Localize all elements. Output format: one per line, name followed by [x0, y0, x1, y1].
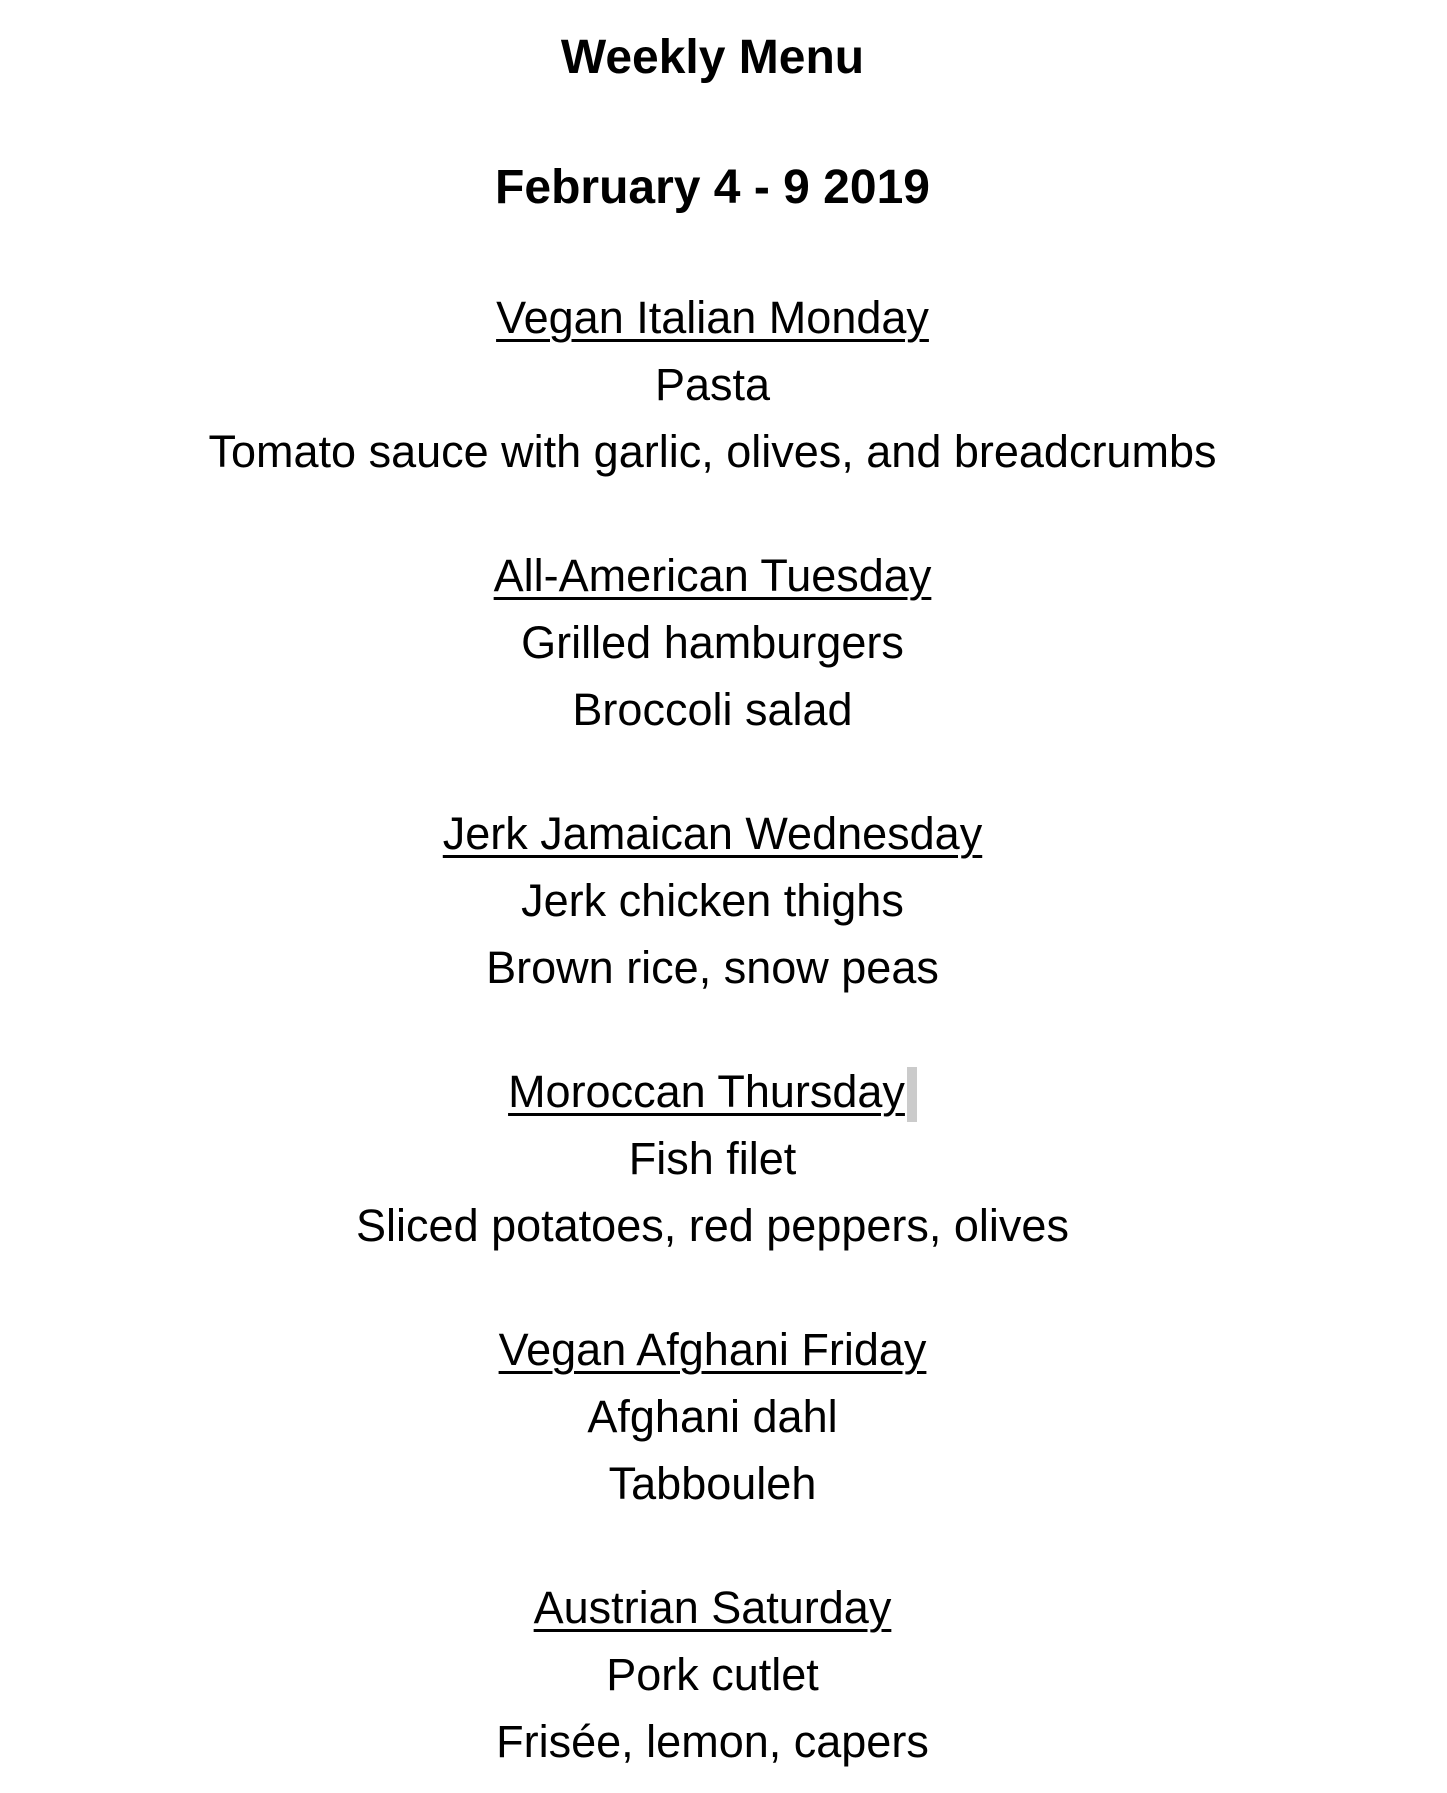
menu-item-line[interactable]: Jerk chicken thighs — [521, 875, 904, 926]
day-section-friday — [0, 1316, 1425, 1517]
page-title: Weekly Menu — [560, 31, 865, 84]
menu-item-line[interactable]: Tomato sauce with garlic, olives, and breadcrumbs — [208, 426, 1217, 477]
day-heading-text: Austrian Saturday — [533, 1582, 892, 1633]
day-section-tuesday — [0, 542, 1425, 743]
menu-item-line[interactable]: Broccoli salad — [572, 684, 853, 735]
menu-item-line[interactable]: Afghani dahl — [587, 1391, 838, 1442]
day-section-monday — [0, 284, 1425, 485]
menu-item-line[interactable]: Grilled hamburgers — [521, 617, 904, 668]
day-heading-text: Vegan Afghani Friday — [498, 1324, 927, 1375]
day-section-saturday — [0, 1574, 1425, 1775]
day-heading[interactable] — [0, 542, 1425, 609]
date-range: February 4 - 9 2019 — [495, 161, 930, 214]
day-section-thursday — [0, 1058, 1425, 1259]
day-heading[interactable] — [0, 800, 1425, 867]
day-heading-text: Moroccan Thursday — [508, 1066, 905, 1117]
day-heading-text: Jerk Jamaican Wednesday — [442, 808, 983, 859]
menu-item-line[interactable]: Pasta — [654, 359, 771, 410]
menu-item-line[interactable]: Pork cutlet — [606, 1649, 819, 1700]
day-heading-text: Vegan Italian Monday — [496, 292, 929, 343]
menu-item-line[interactable]: Sliced potatoes, red peppers, olives — [356, 1200, 1069, 1251]
day-heading[interactable] — [0, 284, 1425, 351]
day-heading-text: All-American Tuesday — [493, 550, 932, 601]
day-heading[interactable] — [0, 1574, 1425, 1641]
menu-item-line[interactable]: Tabbouleh — [608, 1458, 817, 1509]
day-heading[interactable] — [0, 1316, 1425, 1383]
menu-item-line[interactable]: Brown rice, snow peas — [486, 942, 939, 993]
text-cursor — [907, 1067, 917, 1122]
day-heading[interactable] — [0, 1058, 1425, 1125]
menu-item-line[interactable]: Fish filet — [628, 1133, 797, 1184]
menu-item-line[interactable]: Frisée, lemon, capers — [496, 1716, 929, 1767]
day-section-wednesday — [0, 800, 1425, 1001]
